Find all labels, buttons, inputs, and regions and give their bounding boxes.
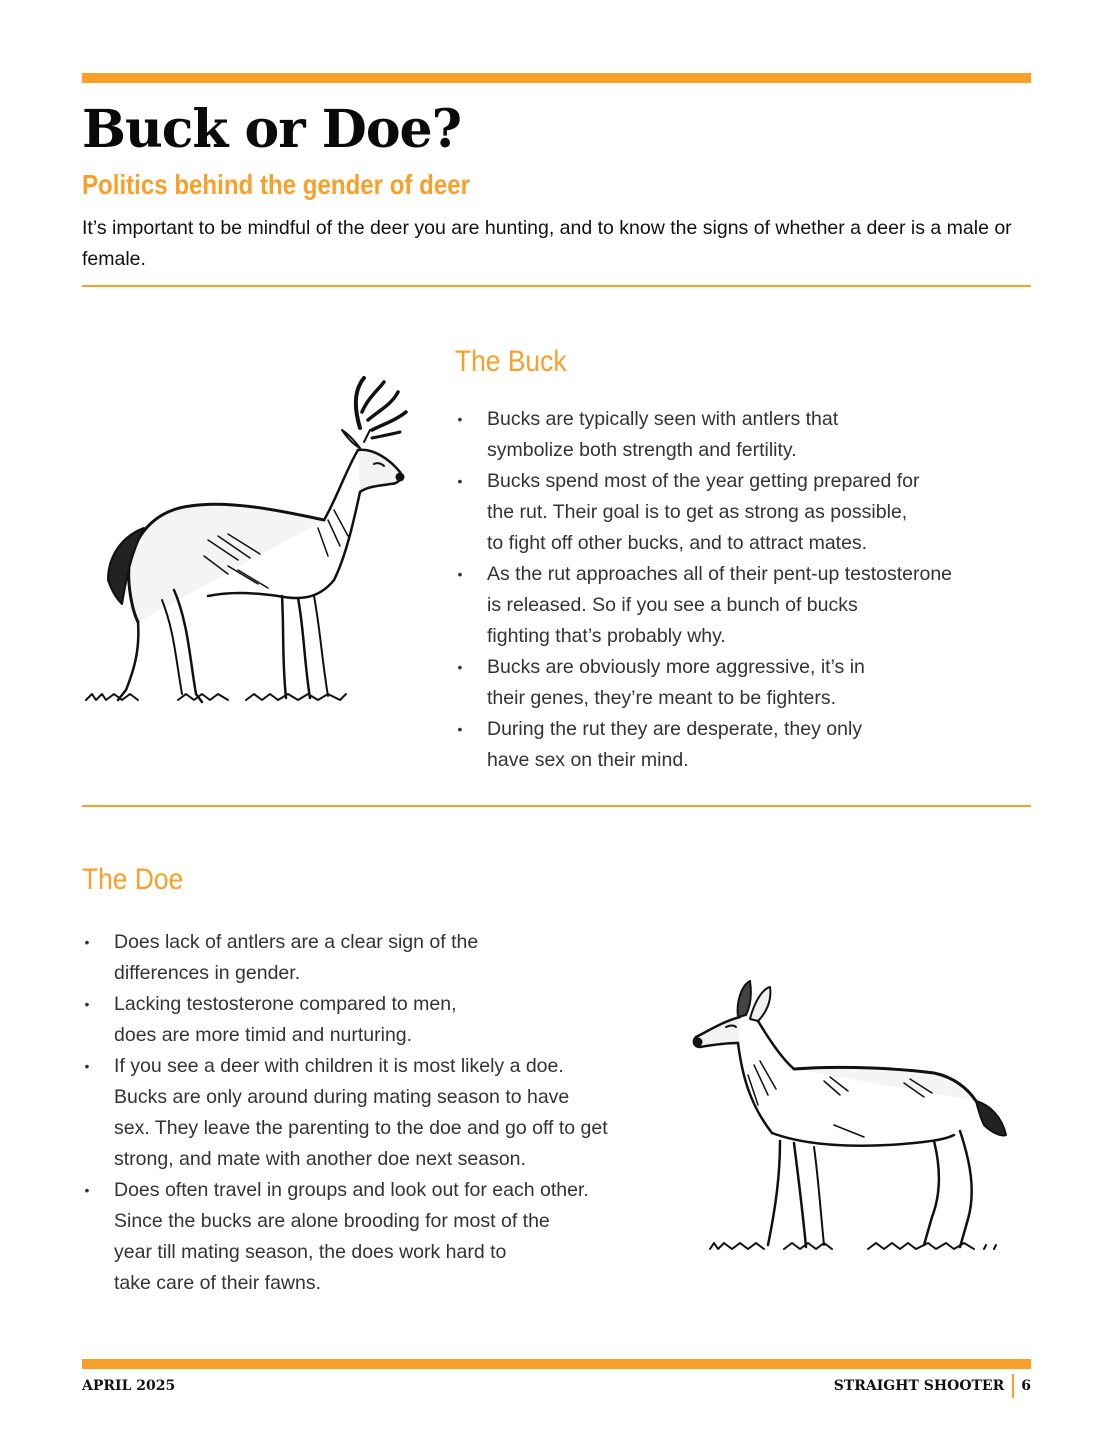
top-accent-bar (82, 73, 1031, 83)
list-item-text: Does lack of antlers are a clear sign of the differences in gender. (114, 931, 479, 984)
page-subtitle: Politics behind the gender of deer (82, 169, 471, 200)
list-item-text: As the rut approaches all of their pent-up testosterone is released. So if you see a bunch of bucks fighting that’s probably why. (487, 563, 953, 647)
list-item (82, 1175, 662, 1299)
list-item-text: If you see a deer with children it is most likely a doe. Bucks are only around during mating season to have sex. They leave the parenting to the doe and go off to get strong, and mate with another doe next season. (114, 1055, 608, 1170)
footer-page-number: 6 (1021, 1378, 1031, 1394)
bullet-icon: • (457, 473, 463, 489)
doe-drawing (684, 965, 1034, 1265)
list-item (82, 989, 662, 1051)
bullet-icon: • (457, 721, 463, 737)
list-item (455, 652, 1025, 714)
list-item-text: Does often travel in groups and look out for each other. Since the bucks are alone brooding for most of the year till mating season, the does work hard to take care of their fawns. (114, 1179, 589, 1294)
footer-publication-name: STRAIGHT SHOOTER (833, 1378, 1005, 1394)
footer-publication-block (834, 1374, 1031, 1398)
list-item (455, 714, 1025, 776)
intro-paragraph: It’s important to be mindful of the deer you are hunting, and to know the signs of whether a deer is a male or female. (82, 217, 1012, 270)
list-item-text: During the rut they are desperate, they only have sex on their mind. (487, 718, 863, 771)
bottom-accent-bar (82, 1359, 1031, 1369)
list-item (455, 466, 1025, 559)
doe-heading: The Doe (82, 863, 184, 896)
buck-bullet-list (455, 404, 1025, 776)
section-divider (82, 285, 1031, 287)
bullet-icon: • (457, 566, 463, 582)
list-item-text: Bucks are obviously more aggressive, it’s in their genes, they’re meant to be fighters. (487, 656, 865, 709)
section-divider (82, 805, 1031, 807)
bullet-icon: • (84, 934, 90, 950)
list-item (455, 559, 1025, 652)
footer-separator (1012, 1374, 1014, 1398)
list-item-text: Bucks are typically seen with antlers that symbolize both strength and fertility. (487, 408, 839, 461)
list-item (455, 404, 1025, 466)
page-title: Buck or Doe? (82, 99, 462, 160)
buck-illustration (78, 360, 438, 750)
buck-drawing (78, 360, 438, 750)
buck-heading: The Buck (455, 345, 567, 378)
list-item (82, 927, 662, 989)
bullet-icon: • (84, 1058, 90, 1074)
bullet-icon: • (457, 659, 463, 675)
bullet-icon: • (84, 996, 90, 1012)
doe-illustration (684, 965, 1034, 1265)
list-item (82, 1051, 662, 1175)
bullet-icon: • (84, 1182, 90, 1198)
list-item-text: Bucks spend most of the year getting prepared for the rut. Their goal is to get as strong as possible, to fight off other bucks, and to attract mates. (487, 470, 920, 554)
bullet-icon: • (457, 411, 463, 427)
list-item-text: Lacking testosterone compared to men, does are more timid and nurturing. (114, 993, 457, 1046)
doe-bullet-list (82, 927, 662, 1299)
footer-date: APRIL 2025 (82, 1378, 176, 1394)
